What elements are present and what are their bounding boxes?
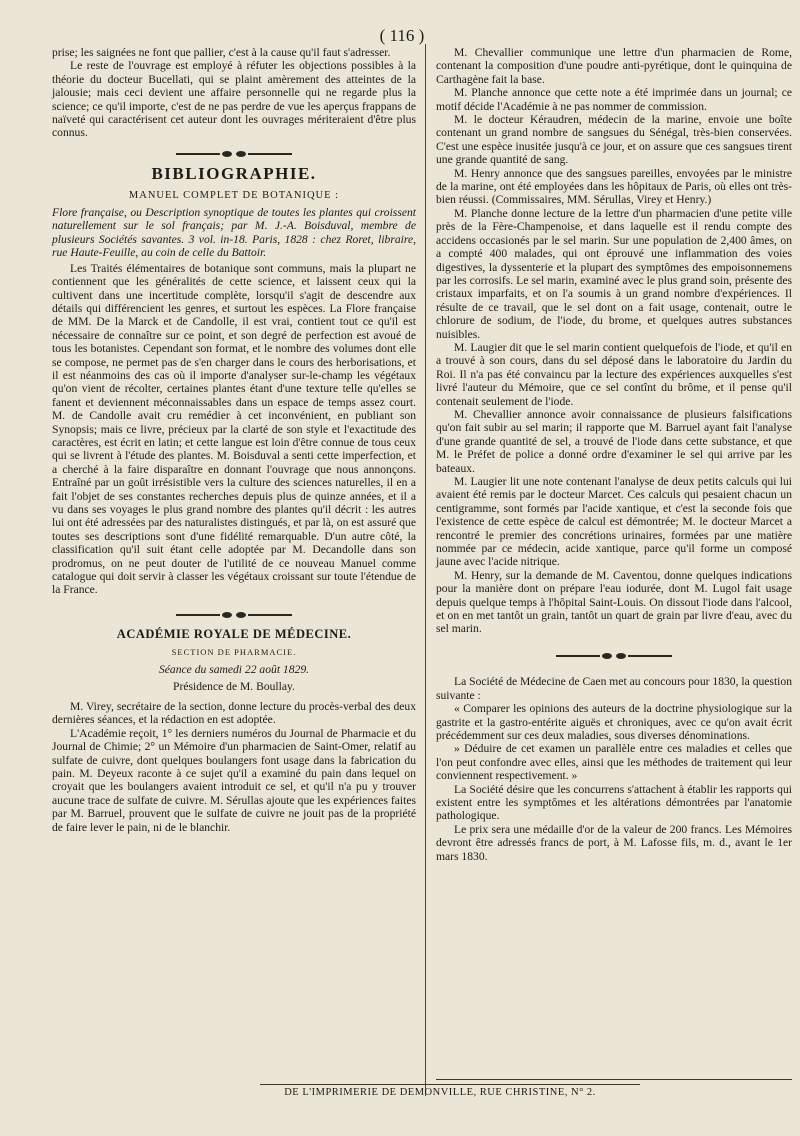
ornament-divider bbox=[436, 650, 792, 663]
bottom-rule bbox=[436, 1079, 792, 1080]
paragraph: M. le docteur Kéraudren, médecin de la marine, envoie une boîte contenant un grand nombre de sangsues du Sénégal, très-bien conservées. C'est une espèce inusitée jusqu'à ce jour, et on assure que ces sangsues tirent une grande quantité de sang. bbox=[436, 113, 792, 167]
paragraph: M. Laugier lit une note contenant l'analyse de deux petits calculs qui lui avaient été remis par le docteur Marcet. Ces calculs qui pesaient chacun un centigramme, sont formés par l'acide xantique, et c'est la seconde fois que l'existence de cette espèce de calcul est démontrée; M. le docteur Marcet a rencontré le premier des concrétions urinaires, formées par une matière nommée par ce médecin, acide xantique, parce qu'il forme un composé jaune avec l'acide nitrique. bbox=[436, 475, 792, 569]
book-citation: Flore française, ou Description synoptique de toutes les plantes qui croissent naturellement sur le sol français; par M. J.-A. Boisduval, membre de plusieurs Sociétés savantes. 3 vol. in-18. Paris, 1828 : chez Roret, libraire, rue Haute-Feuille, au coin de celle du Battoir. bbox=[52, 206, 416, 260]
right-column bbox=[436, 46, 792, 863]
paragraph: Les Traités élémentaires de botanique sont communs, mais la plupart ne contiennent que les généralités de cette science, et laissent ceux qui la cultivent dans une incertitude complète, lorsqu'il s'agit de descendre aux détails qui différencient les genres, et surtout les espèces. La Flore française de MM. De la Marck et de Candolle, il est vrai, contient tout ce qu'il est nécessaire de connaître sur ce point, et son degré de perfection est avoué de tous les botanistes. Cependant son format, et le nombre des volumes dont elle se compose, ne permet pas de s'en charger dans le cours des herborisations, et il est néanmoins des cas où il importe d'analyser sur-le-champ les végétaux qu'on vient de récolter, certaines plantes étant d'une texture telle qu'elles se fanent et deviennent méconnaissables dans un espace de temps assez court. M. de Candolle avait cru remédier à cet inconvénient, en publiant son Synopsis; mais ce livre, précieux par la clarté de son style et l'exactitude des caractères, est écrit en latin; et cette langue est loin d'être connue de tous ceux qui se livrent à l'étude des plantes. M. Boisduval a senti cette imperfection, et a cherché à la faire disparaître en donnant l'ouvrage que nous annonçons. Entraîné par un goût irrésistible vers la culture des sciences naturelles, il en a fait l'objet de ses constantes recherches depuis plus de quinze années, et il a vu dans ses voyages le plus grand nombre des plantes qu'il décrit : les autres lui ont été adressées par des naturalistes distingués, et par là, on est assuré que toutes ses descriptions sont d'une fidélité remarquable. D'un autre côté, la classification qu'il suit étant celle adoptée par M. Decandolle dans son prodromus, on ne peut douter de l'utilité de ce nouveau Manuel comme catalogue qui doit servir à classer les végétaux croissant sur toute l'étendue de la France. bbox=[52, 261, 416, 597]
subsection-heading: SECTION DE PHARMACIE. bbox=[171, 646, 297, 657]
session-date: Séance du samedi 22 août 1829. bbox=[158, 663, 310, 677]
paragraph: M. Henry annonce que des sangsues pareilles, envoyées par le ministre de la marine, ont été employées dans les hôpitaux de Paris, où elles ont très-bien réussi. (Commissaires, MM. Sérullas, Virey et Henry.) bbox=[436, 166, 792, 207]
paragraph: M. Henry, sur la demande de M. Caventou, donne quelques indications pour la manière dont on prépare l'eau iodurée, dont M. Lugol fait usage depuis quelque temps à l'hôpital Saint-Louis. On dissout l'iode dans l'alcool, et on en met tantôt un grain, tantôt un quart de grain par livre d'eau, avec du sel marin. bbox=[436, 568, 792, 636]
imprint-line: DE L'IMPRIMERIE DE DEMONVILLE, RUE CHRISTINE, N° 2. bbox=[284, 1087, 596, 1098]
paragraph: » Déduire de cet examen un parallèle entre ces maladies et celles que l'on peut confondre avec elles, ainsi que les méthodes de traitement qui leur conviennent respectivement. » bbox=[436, 742, 792, 783]
paragraph: M. Chevallier annonce avoir connaissance de plusieurs falsifications qu'on fait subir au sel marin; il rapporte que M. Barruel ayant fait l'analyse d'une grande quantité de sel, a trouvé de l'iode dans cette substance, et que M. le Préfet de police a donné ordre d'examiner le sel qui arrive par les bateaux. bbox=[436, 407, 792, 475]
paragraph: La Société désire que les concurrens s'attachent à établir les rapports qui existent entre les symptômes et les altérations démontrées par l'anatomie pathologique. bbox=[436, 782, 792, 823]
ornament-divider bbox=[52, 609, 416, 622]
paragraph: M. Planche annonce que cette note a été imprimée dans un journal; ce motif décide l'Académie à ne pas nommer de commission. bbox=[436, 86, 792, 113]
left-column bbox=[52, 46, 416, 834]
paragraph: M. Chevallier communique une lettre d'un pharmacien de Rome, contenant la composition d'une poudre anti-pyrétique, dont le quinquina de Carthagène fait la base. bbox=[436, 46, 792, 86]
presidency-line: Présidence de M. Boullay. bbox=[173, 680, 295, 694]
paragraph: « Comparer les opinions des auteurs de la doctrine physiologique sur la gastrite et la gastro-entérite aiguës et chroniques, avec ce qu'on avait écrit précédemment sur ces deux maladies, sous diverses dénominations. bbox=[436, 702, 792, 742]
column-divider bbox=[425, 44, 426, 1096]
paragraph: prise; les saignées ne font que pallier, c'est à la cause qu'il faut s'adresser. bbox=[52, 46, 391, 59]
imprint-rule bbox=[260, 1084, 640, 1085]
section-title-bibliographie: BIBLIOGRAPHIE. bbox=[151, 164, 317, 184]
ornament-divider bbox=[52, 148, 416, 161]
manuel-heading: MANUEL COMPLET DE BOTANIQUE : bbox=[128, 189, 340, 201]
section-title-academie: ACADÉMIE ROYALE DE MÉDECINE. bbox=[116, 627, 352, 642]
paragraph: Le reste de l'ouvrage est employé à réfuter les objections possibles à la théorie du docteur Bucellati, qui se plaint amèrement des atteintes de la jalousie; mais ceci devient une affaire personnelle qui ne regarde plus la science; ce qu'il importe, c'est de ne pas perdre de vue les aperçus frappans de naïveté qui caractérisent cet auteur dont les ouvrages mériteraient d'être plus connus. bbox=[52, 59, 416, 140]
paragraph: M. Laugier dit que le sel marin contient quelquefois de l'iode, et qu'il en a trouvé à son cours, dans du sel déposé dans le laboratoire du Jardin du Roi. Il n'a pas été convaincu par la lecture des expériences auxquelles s'est livré l'auteur du Mémoire, que ce sel contînt du brôme, et il pense qu'il contenait seulement de l'iode. bbox=[436, 340, 792, 408]
paragraph: M. Planche donne lecture de la lettre d'un pharmacien d'une petite ville près de la Fère-Champenoise, et dans laquelle est il rendu compte des accidens occasionés par le sel marin. Sur une population de 2,400 âmes, on a compté 400 malades, qui ont éprouvé une inflammation des voies digestives, la dyssenterie et la plupart des symptômes des empoisonnemens par les corrosifs. Le sel marin, examiné avec le plus grand soin, présente des cristaux imparfaits, et on l'a soumis à un grand nombre d'expériences. Il résulte de ce travail, que le sel dont on a fait usage, contenait, outre le chlorure de sodium, de l'iode, du brome, et quelques autres substances nuisibles. bbox=[436, 206, 792, 341]
paragraph: M. Virey, secrétaire de la section, donne lecture du procès-verbal des deux dernières séances, et la rédaction en est adoptée. bbox=[52, 699, 416, 727]
paragraph: La Société de Médecine de Caen met au concours pour 1830, la question suivante : bbox=[436, 675, 792, 702]
paragraph: L'Académie reçoit, 1° les derniers numéros du Journal de Pharmacie et du Journal de Chimie; 2° un Mémoire d'un pharmacien de Saint-Omer, relatif au sulfate de cuivre, dont quelques boulangers font usage dans la fabrication du pain. M. Deyeux raconte à ce sujet qu'il a examiné du pain dans lequel on croyait que les boulangers avaient introduit ce sel, et qu'il n'a pu y trouver aucune trace de sulfate de cuivre. M. Sérullas ajoute que les expériences faites par M. Barruel, prouvent que le sulfate de cuivre ne jouit pas de la propriété de faire lever le pain, ni de le blanchir. bbox=[52, 726, 416, 834]
paragraph: Le prix sera une médaille d'or de la valeur de 200 francs. Les Mémoires devront être adressés francs de port, à M. Lafosse fils, m. d., avant le 1er mars 1830. bbox=[436, 822, 792, 863]
page-number: ( 116 ) bbox=[379, 26, 425, 45]
